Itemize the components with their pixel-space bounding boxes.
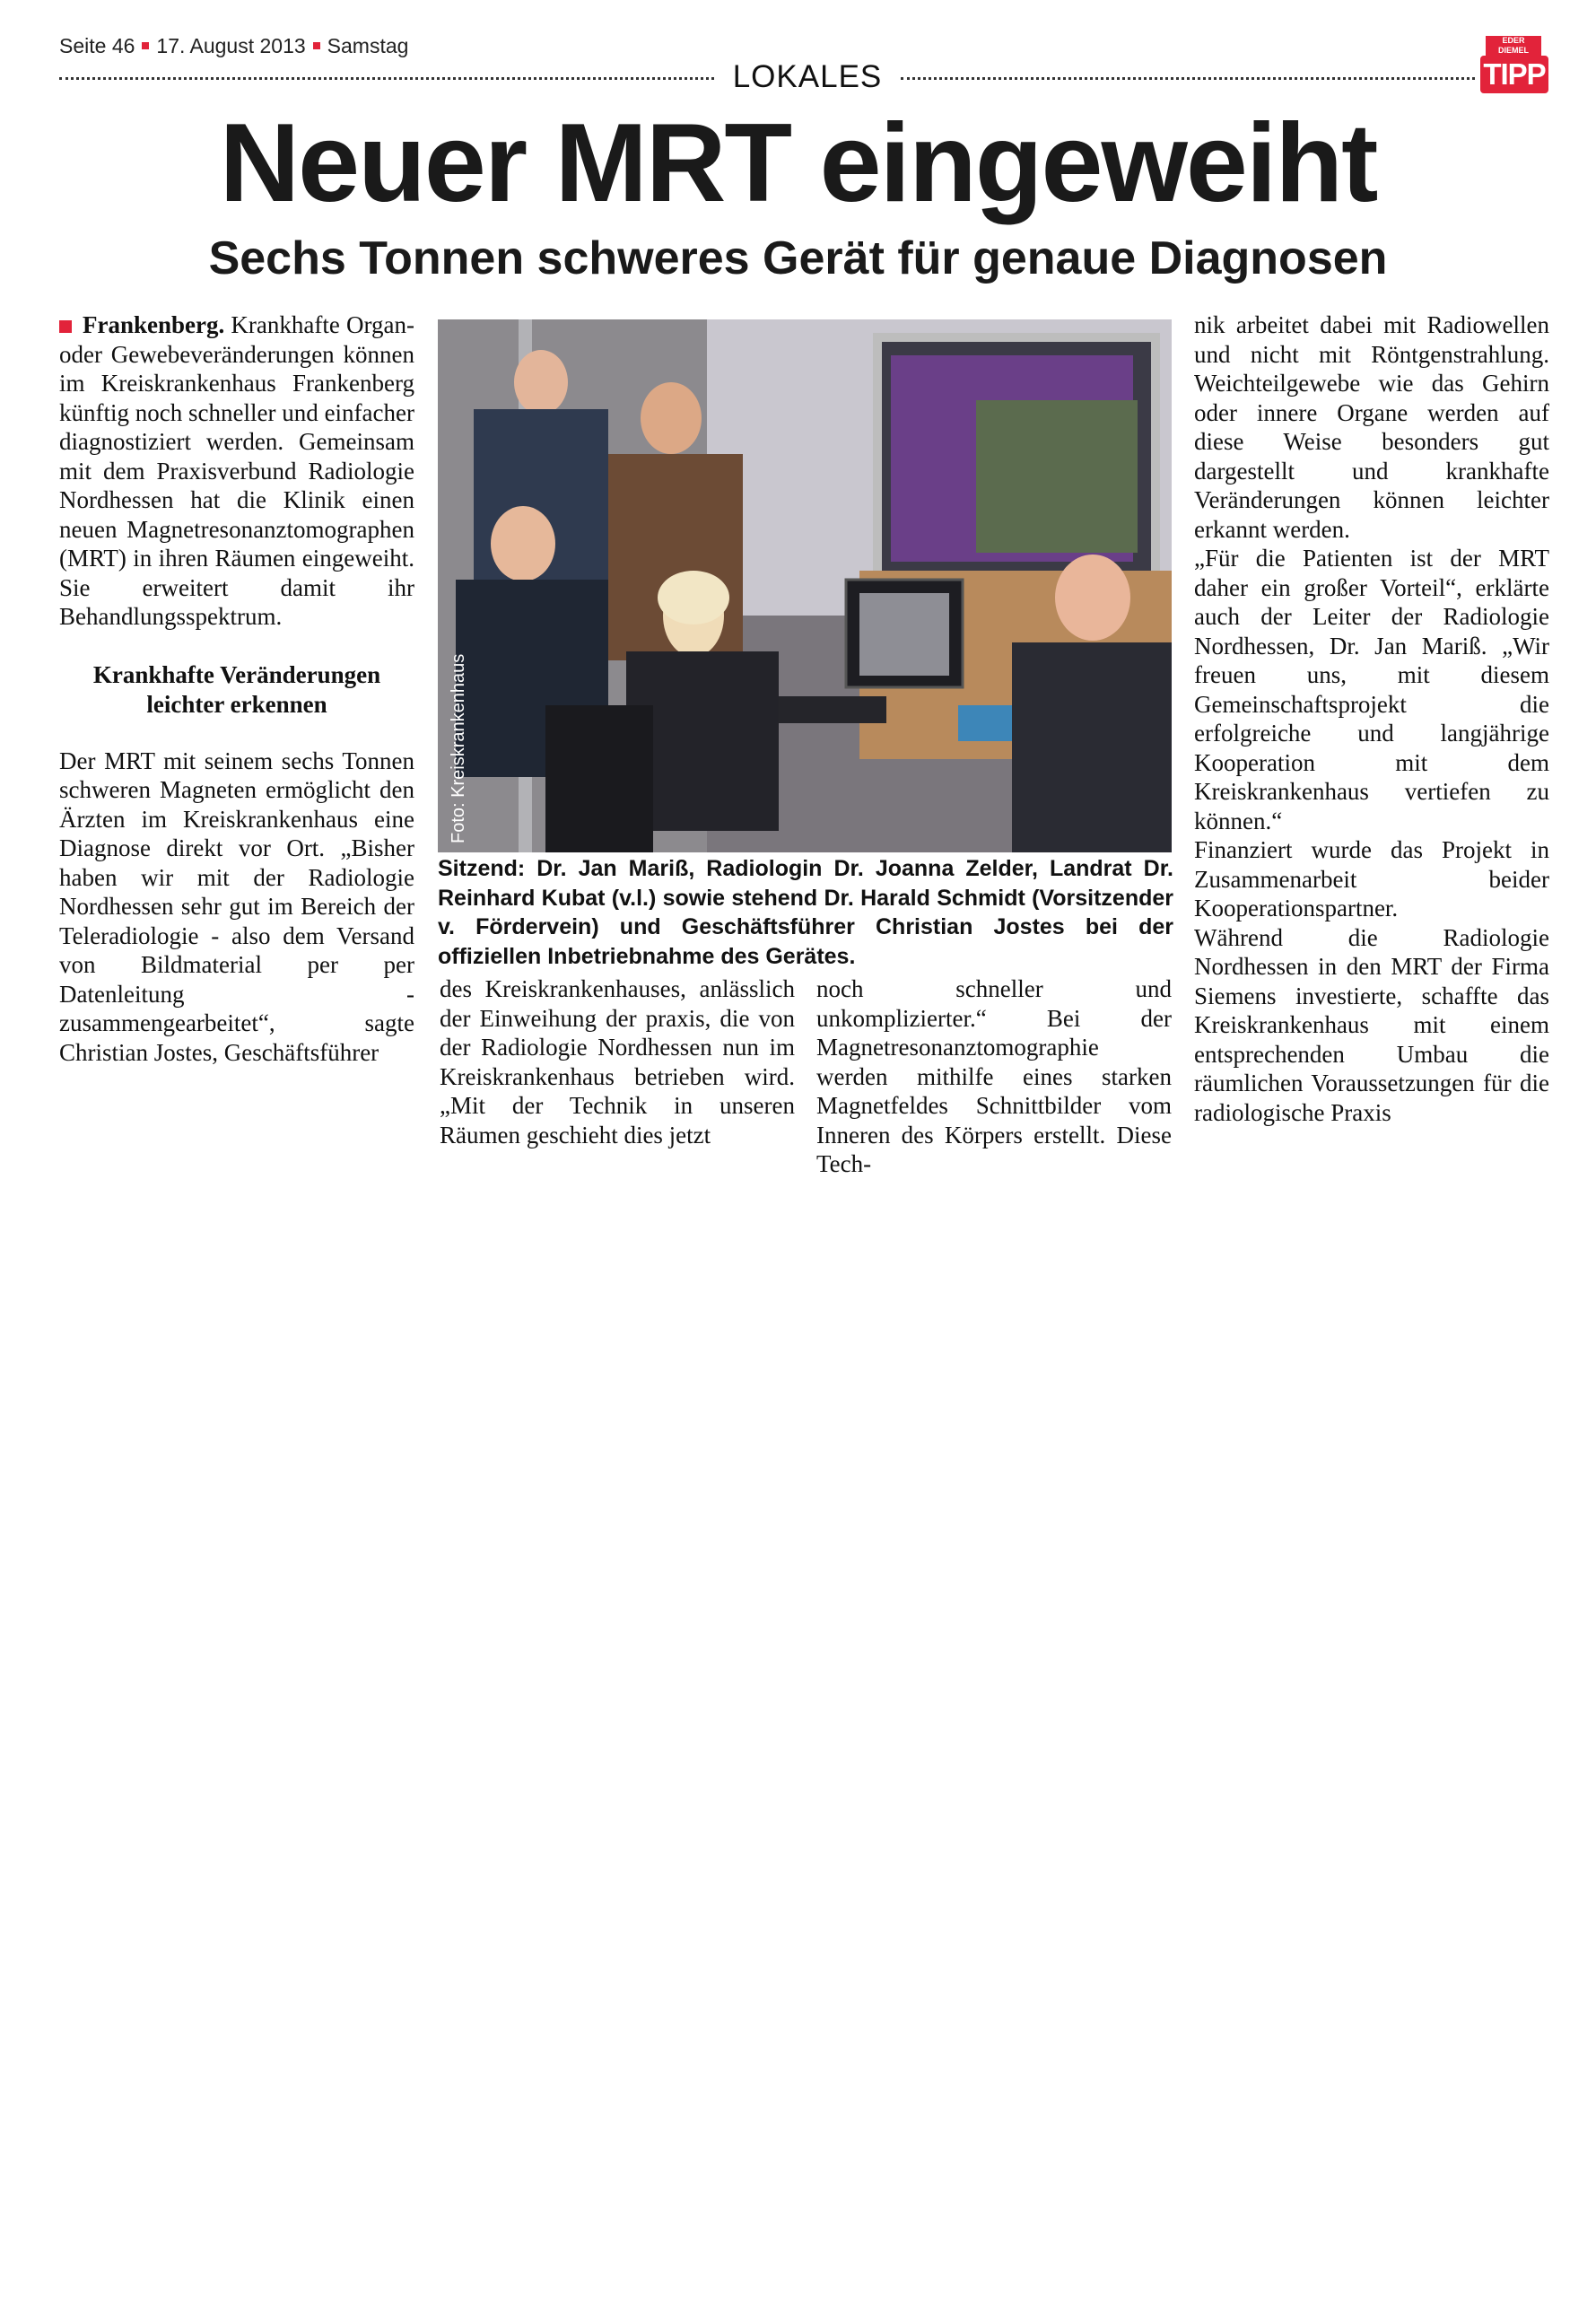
issue-date: 17. August 2013 (156, 34, 306, 57)
body-paragraph: des Kreiskrankenhauses, anlässlich der Einweihung der praxis, die von der Radiologie Nordhessen nun im Kreiskrankenhaus betrieben wird. „Mit der Technik in unseren Räumen geschieht dies jetzt (440, 975, 795, 1148)
crosshead: Krankhafte Veränderungen leichter erkennen (92, 660, 381, 718)
page-number: Seite 46 (59, 34, 135, 57)
body-paragraph: nik arbeitet dabei mit Radiowellen und nicht mit Röntgenstrahlung. Weichteilgewebe wie das Gehirn oder innere Organe werden auf diese Weise besonders gut dargestellt und krankhafte Veränderungen können leichter erkannt werden. (1194, 311, 1549, 543)
column-2 (440, 974, 795, 1149)
logo-line2: DIEMEL (1497, 46, 1529, 55)
headline: Neuer MRT eingeweiht (219, 101, 1377, 225)
weekday: Samstag (327, 34, 409, 57)
lead-text: Krankhafte Organ- oder Gewebeveränderungen können im Kreiskrankenhaus Frankenberg künftig noch schneller und einfacher diagnostiziert werden. Gemeinsam mit dem Praxisverbund Radiologie Nordhessen hat die Klinik einen neuen Magnetresonanztomographen (MRT) in ihren Räumen eingeweiht. Sie erweitert damit ihr Behandlungsspektrum. (59, 311, 414, 630)
logo-top (1486, 36, 1541, 57)
separator-square-icon (313, 42, 320, 49)
column-3 (816, 974, 1172, 1179)
subheadline: Sechs Tonnen schweres Gerät für genaue Diagnosen (208, 232, 1388, 284)
dateline: Frankenberg. (83, 311, 225, 338)
photo-caption: Sitzend: Dr. Jan Mariß, Radiologin Dr. Joanna Zelder, Landrat Dr. Reinhard Kubat (v.l.) sowie stehend Dr. Harald Schmidt (Vorsitzender v. Fördervein) und Geschäftsführer Christian Jostes bei der offiziellen Inbetriebnahme des Gerätes. (438, 856, 1173, 969)
body-paragraph: Finanziert wurde das Projekt in Zusammenarbeit beider Kooperationspartner. (1194, 836, 1549, 921)
lead-square-icon (59, 320, 72, 333)
newspaper-logo (1480, 36, 1552, 95)
body-paragraph: Während die Radiologie Nordhessen in den MRT der Firma Siemens investierte, schaffte das Kreiskrankenhaus mit einem entsprechenden Umbau die räumlichen Voraussetzungen für die radiologische Praxis (1194, 923, 1549, 1126)
body-paragraph: „Für die Patienten ist der MRT daher ein großer Vorteil“, erklärte auch der Leiter der Radiologie Nordhessen, Dr. Jan Mariß. „Wir freuen uns, mit diesem Gemeinschaftsprojekt die erfolgreiche und langjährige Kooperation mit dem Kreiskrankenhaus vertiefen zu können.“ (1194, 545, 1549, 834)
photo-credit: Foto: Kreiskrankenhaus (449, 653, 468, 843)
dotted-rule-left (59, 77, 714, 80)
body-paragraph: noch schneller und unkomplizierter.“ Bei der Magnetresonanztomographie werden mithilfe eines starken Magnetfeldes Schnittbilder vom Inneren des Körpers erstellt. Diese Tech- (816, 975, 1172, 1177)
column-4 (1194, 310, 1549, 1127)
photo-illustration (438, 319, 1172, 852)
logo-line1: EDER (1502, 36, 1525, 45)
separator-square-icon (142, 42, 149, 49)
lead-paragraph (59, 310, 414, 632)
header-meta (59, 34, 408, 58)
article-photo (438, 319, 1172, 852)
dotted-rule-right (901, 77, 1475, 80)
column-1 (59, 310, 414, 1067)
section-label: LOKALES (732, 59, 883, 94)
body-paragraph: Der MRT mit seinem sechs Tonnen schweren Magneten ermöglicht den Ärzten im Kreiskrankenhaus eine Diagnose direkt vor Ort. „Bisher haben wir mit der Radiologie Nordhessen sehr gut im Bereich der Teleradiologie - also dem Versand von Bildmaterial per per Datenleitung - zusammengearbeitet“, sagte Christian Jostes, Geschäftsführer (59, 747, 414, 1066)
logo-main: TIPP (1480, 56, 1548, 93)
